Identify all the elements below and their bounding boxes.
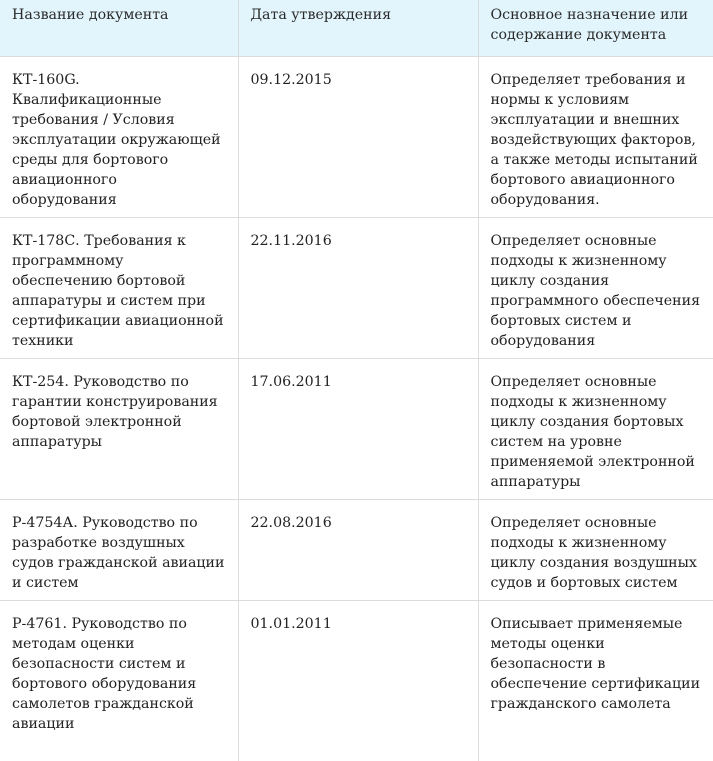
document-name: Р-4754А. Руководство по разработке воздушных судов гражданской авиации и систем xyxy=(12,513,226,593)
approval-date-cell xyxy=(238,218,478,359)
purpose-cell xyxy=(478,218,713,359)
approval-date: 09.12.2015 xyxy=(251,70,466,90)
document-name: Р-4761. Руководство по методам оценки безопасности систем и бортового оборудования самолетов гражданской авиации xyxy=(12,614,226,734)
approval-date-cell xyxy=(238,57,478,218)
document-name-cell xyxy=(0,359,238,500)
document-name-cell xyxy=(0,500,238,601)
document-purpose: Описывает применяемые методы оценки безопасности в обеспечение сертификации гражданского самолета xyxy=(491,614,702,714)
table-row xyxy=(0,359,713,500)
header-approval-date: Дата утверждения xyxy=(238,0,478,57)
header-purpose: Основное назначение или содержание документа xyxy=(478,0,713,57)
table-header xyxy=(0,0,713,57)
approval-date: 01.01.2011 xyxy=(251,614,466,634)
table-row xyxy=(0,57,713,218)
table-row xyxy=(0,601,713,761)
approval-date: 22.11.2016 xyxy=(251,231,466,251)
table-row xyxy=(0,218,713,359)
approval-date-cell xyxy=(238,359,478,500)
purpose-cell xyxy=(478,359,713,500)
document-name-cell xyxy=(0,601,238,761)
table-row xyxy=(0,500,713,601)
table-body xyxy=(0,57,713,761)
document-purpose: Определяет основные подходы к жизненному циклу создания бортовых систем на уровне применяемой электронной аппаратуры xyxy=(491,372,702,492)
document-name: КТ-178С. Требования к программному обеспечению бортовой аппаратуры и систем при сертификации авиационной техники xyxy=(12,231,226,351)
document-name: КТ-254. Руководство по гарантии конструирования бортовой электронной аппаратуры xyxy=(12,372,226,452)
header-row xyxy=(0,0,713,57)
document-purpose: Определяет основные подходы к жизненному циклу создания воздушных судов и бортовых систем xyxy=(491,513,702,593)
purpose-cell xyxy=(478,500,713,601)
document-name-cell xyxy=(0,218,238,359)
approval-date: 22.08.2016 xyxy=(251,513,466,533)
document-purpose: Определяет основные подходы к жизненному циклу создания программного обеспечения бортовых систем и оборудования xyxy=(491,231,702,351)
approval-date-cell xyxy=(238,500,478,601)
approval-date: 17.06.2011 xyxy=(251,372,466,392)
document-name-cell xyxy=(0,57,238,218)
document-purpose: Определяет требования и нормы к условиям эксплуатации и внешних воздействующих факторов, а также методы испытаний бортового авиационного оборудования. xyxy=(491,70,702,210)
header-document-name: Название документа xyxy=(0,0,238,57)
purpose-cell xyxy=(478,57,713,218)
purpose-cell xyxy=(478,601,713,761)
document-name: КТ-160G. Квалификационные требования / Условия эксплуатации окружающей среды для бортового авиационного оборудования xyxy=(12,70,226,210)
approval-date-cell xyxy=(238,601,478,761)
